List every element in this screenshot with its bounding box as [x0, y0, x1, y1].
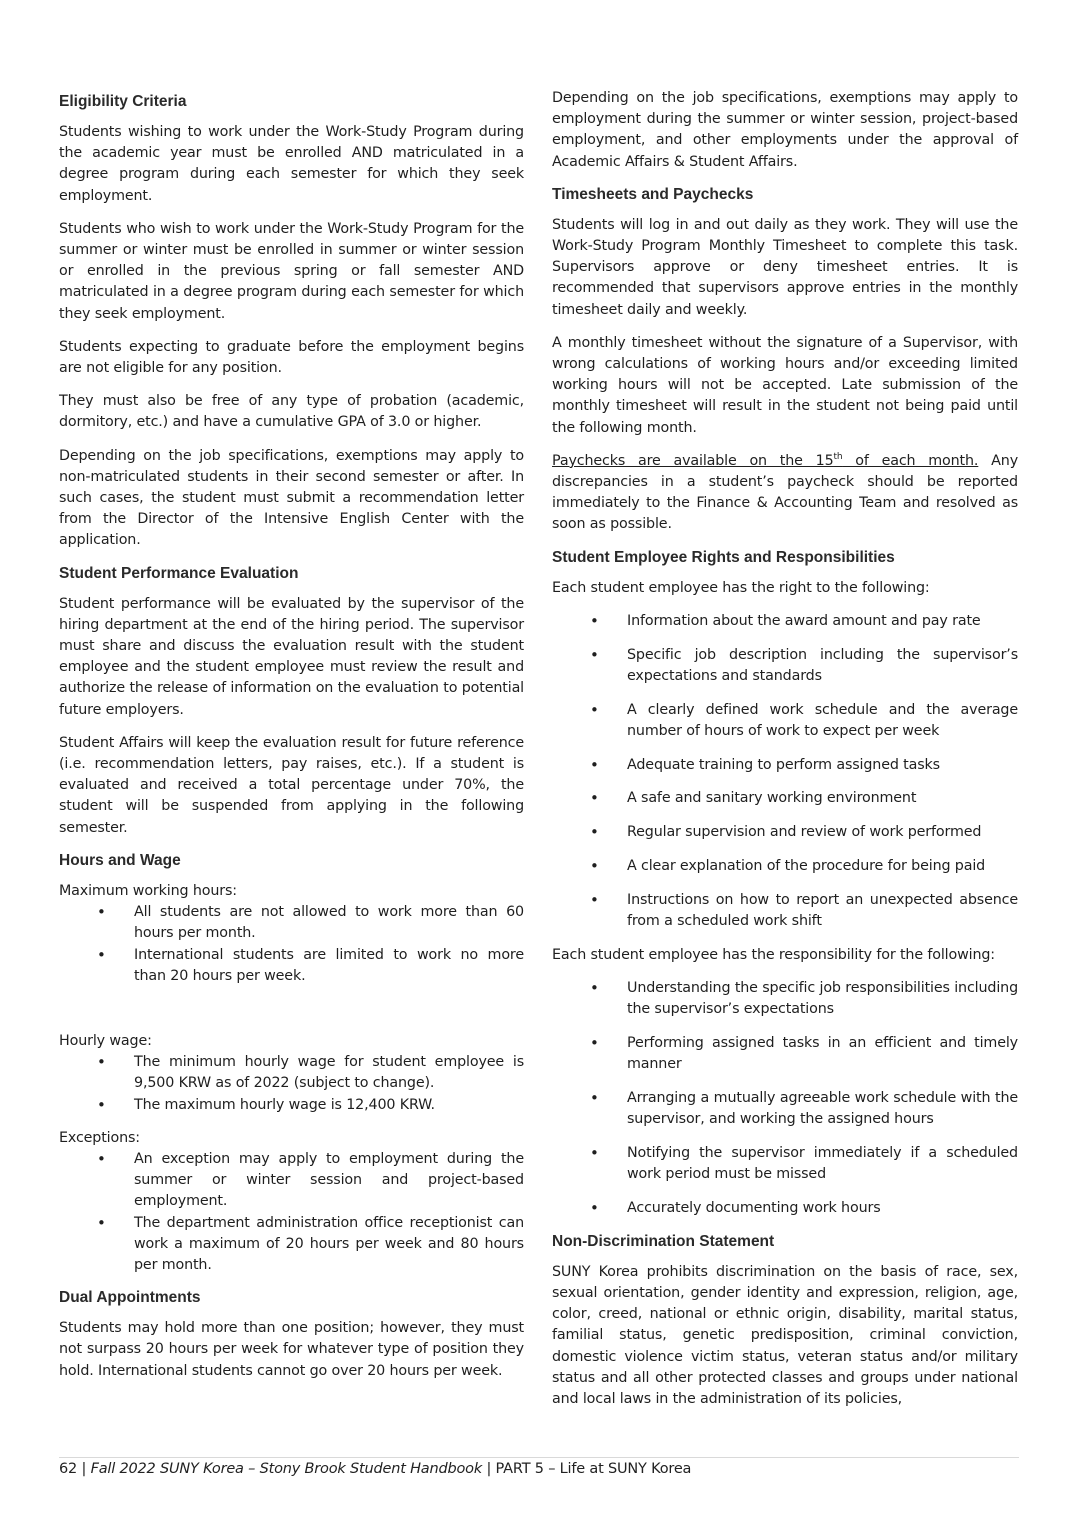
left-column — [59, 88, 524, 1394]
list-item: • A clearly defined work schedule and the average number of hours of work to expect per week — [552, 700, 1018, 742]
paychecks-text-rest: Any discrepancies in a student’s paycheck should be reported immediately to the Finance & Accounting Team and resolved as soon as possible. — [552, 452, 1018, 533]
list-item: • A clear explanation of the procedure for being paid — [552, 856, 1018, 877]
list-item: • Information about the award amount and pay rate — [552, 611, 1018, 632]
heading-non-discrimination-statement: Non-Discrimination Statement — [552, 1232, 775, 1250]
label-exceptions: Exceptions: — [59, 1129, 140, 1146]
spacer — [59, 987, 524, 1031]
heading-timesheets-and-paychecks: Timesheets and Paychecks — [552, 185, 754, 203]
right-column — [552, 88, 1018, 1422]
list-item: • The department administration office receptionist can work a maximum of 20 hours per week and 80 hours per month. — [59, 1213, 524, 1277]
list-item: • Arranging a mutually agreeable work schedule with the supervisor, and working the assigned hours — [552, 1088, 1018, 1130]
list-responsibilities — [552, 978, 1018, 1219]
paragraph: Student Affairs will keep the evaluation result for future reference (i.e. recommendation letters, pay raises, etc.). If a student is evaluated and received a total percentage under 70%, the student will be suspended from applying in the following semester. — [59, 734, 524, 836]
paragraph: Depending on the job specifications, exemptions may apply to non-matriculated students in their second semester or after. In such cases, the student must submit a recommendation letter from the Director of the Intensive English Center with the application. — [59, 447, 524, 549]
paragraph: Students wishing to work under the Work-Study Program during the academic year must be enrolled AND matriculated in a degree program during each semester for which they seek employment. — [59, 124, 524, 204]
paragraph: They must also be free of any type of probation (academic, dormitory, etc.) and have a cumulative GPA of 3.0 or higher. — [59, 393, 524, 431]
list-item: • The minimum hourly wage for student employee is 9,500 KRW as of 2022 (subject to change). — [59, 1052, 524, 1094]
list-exceptions — [59, 1149, 524, 1276]
list-hourly-wage — [59, 1052, 524, 1116]
page-number: 62 — [59, 1461, 78, 1477]
list-item: • Performing assigned tasks in an efficient and timely manner — [552, 1033, 1018, 1075]
handbook-title: Fall 2022 SUNY Korea – Stony Brook Student Handbook — [90, 1461, 483, 1477]
paragraph: Students who wish to work under the Work-Study Program for the summer or winter must be enrolled in summer or winter session or enrolled in the previous spring or fall semester AND matriculated in a degree program during each semester for which they seek employment. — [59, 220, 524, 322]
heading-rights-and-responsibilities: Student Employee Rights and Responsibilities — [552, 548, 895, 566]
heading-eligibility-criteria: Eligibility Criteria — [59, 93, 187, 110]
heading-hours-and-wage: Hours and Wage — [59, 851, 181, 869]
footer-separator: | — [77, 1461, 91, 1477]
label-maximum-working-hours: Maximum working hours: — [59, 882, 237, 899]
paychecks-underlined-text — [552, 453, 978, 469]
list-item: • The maximum hourly wage is 12,400 KRW. — [59, 1095, 524, 1116]
list-item: • International students are limited to work no more than 20 hours per week. — [59, 945, 524, 987]
paragraph: Student performance will be evaluated by the supervisor of the hiring department at the end of the hiring period. The supervisor must share and discuss the evaluation result with the student employee and the student employee must review the result and authorize the release of information on the evaluation to potential future employers. — [59, 595, 524, 718]
list-item: • An exception may apply to employment during the summer or winter session and project-based employment. — [59, 1149, 524, 1213]
footer-divider — [59, 1457, 1019, 1458]
heading-dual-appointments: Dual Appointments — [59, 1289, 201, 1307]
paragraph-rights-intro: Each student employee has the right to the following: — [552, 579, 930, 596]
list-item: • Specific job description including the supervisor’s expectations and standards — [552, 645, 1018, 687]
paragraph: Students expecting to graduate before the employment begins are not eligible for any position. — [59, 338, 524, 377]
paragraph-paychecks — [552, 451, 1018, 536]
list-item: • Accurately documenting work hours — [552, 1198, 1018, 1219]
label-hourly-wage: Hourly wage: — [59, 1032, 152, 1049]
heading-student-performance-evaluation: Student Performance Evaluation — [59, 564, 299, 582]
paychecks-text-a: Paychecks are available on the 15 — [552, 452, 834, 469]
list-maximum-hours — [59, 902, 524, 987]
paragraph-responsibilities-intro: Each student employee has the responsibility for the following: — [552, 946, 995, 963]
paragraph: Students may hold more than one position; however, they must not surpass 20 hours per week for whatever type of position they hold. International students cannot go over 20 hours per week. — [59, 1320, 524, 1379]
paragraph: A monthly timesheet without the signature of a Supervisor, with wrong calculations of working hours and/or exceeding limited working hours will not be accepted. Late submission of the monthly timesheet will result in the student not being paid until the following month. — [552, 334, 1018, 436]
list-item: • Regular supervision and review of work performed — [552, 822, 1018, 843]
paychecks-text-b: of each month. — [842, 452, 979, 469]
paragraph: SUNY Korea prohibits discrimination on the basis of race, sex, sexual orientation, gender identity and expression, religion, age, color, creed, national or ethnic origin, disability, marital status, familial status, genetic predisposition, criminal conviction, domestic violence victim status, veteran status and/or military status and all other protected classes and groups under national and local laws in the administration of its policies, — [552, 1263, 1018, 1408]
page-footer — [59, 1461, 691, 1477]
list-item: • Notifying the supervisor immediately if a scheduled work period must be missed — [552, 1143, 1018, 1185]
list-rights — [552, 611, 1018, 932]
footer-separator: | — [482, 1461, 496, 1477]
list-item: • Instructions on how to report an unexpected absence from a scheduled work shift — [552, 890, 1018, 932]
list-item: • Understanding the specific job responsibilities including the supervisor’s expectations — [552, 978, 1018, 1020]
paragraph: Students will log in and out daily as they work. They will use the Work-Study Program Monthly Timesheet to complete this task. Supervisors approve or deny timesheet entries. It is recommended that supervisors approve entries in the monthly timesheet daily and weekly. — [552, 216, 1018, 318]
paragraph: Depending on the job specifications, exemptions may apply to employment during the summer or winter session, project-based employment, and other employments under the approval of Academic Affairs & Student Affairs. — [552, 90, 1018, 170]
ordinal-suffix: th — [833, 452, 843, 463]
list-item: • A safe and sanitary working environment — [552, 788, 1018, 809]
list-item: • All students are not allowed to work more than 60 hours per month. — [59, 902, 524, 944]
footer-section: PART 5 – Life at SUNY Korea — [495, 1461, 692, 1477]
list-item: • Adequate training to perform assigned tasks — [552, 755, 1018, 776]
